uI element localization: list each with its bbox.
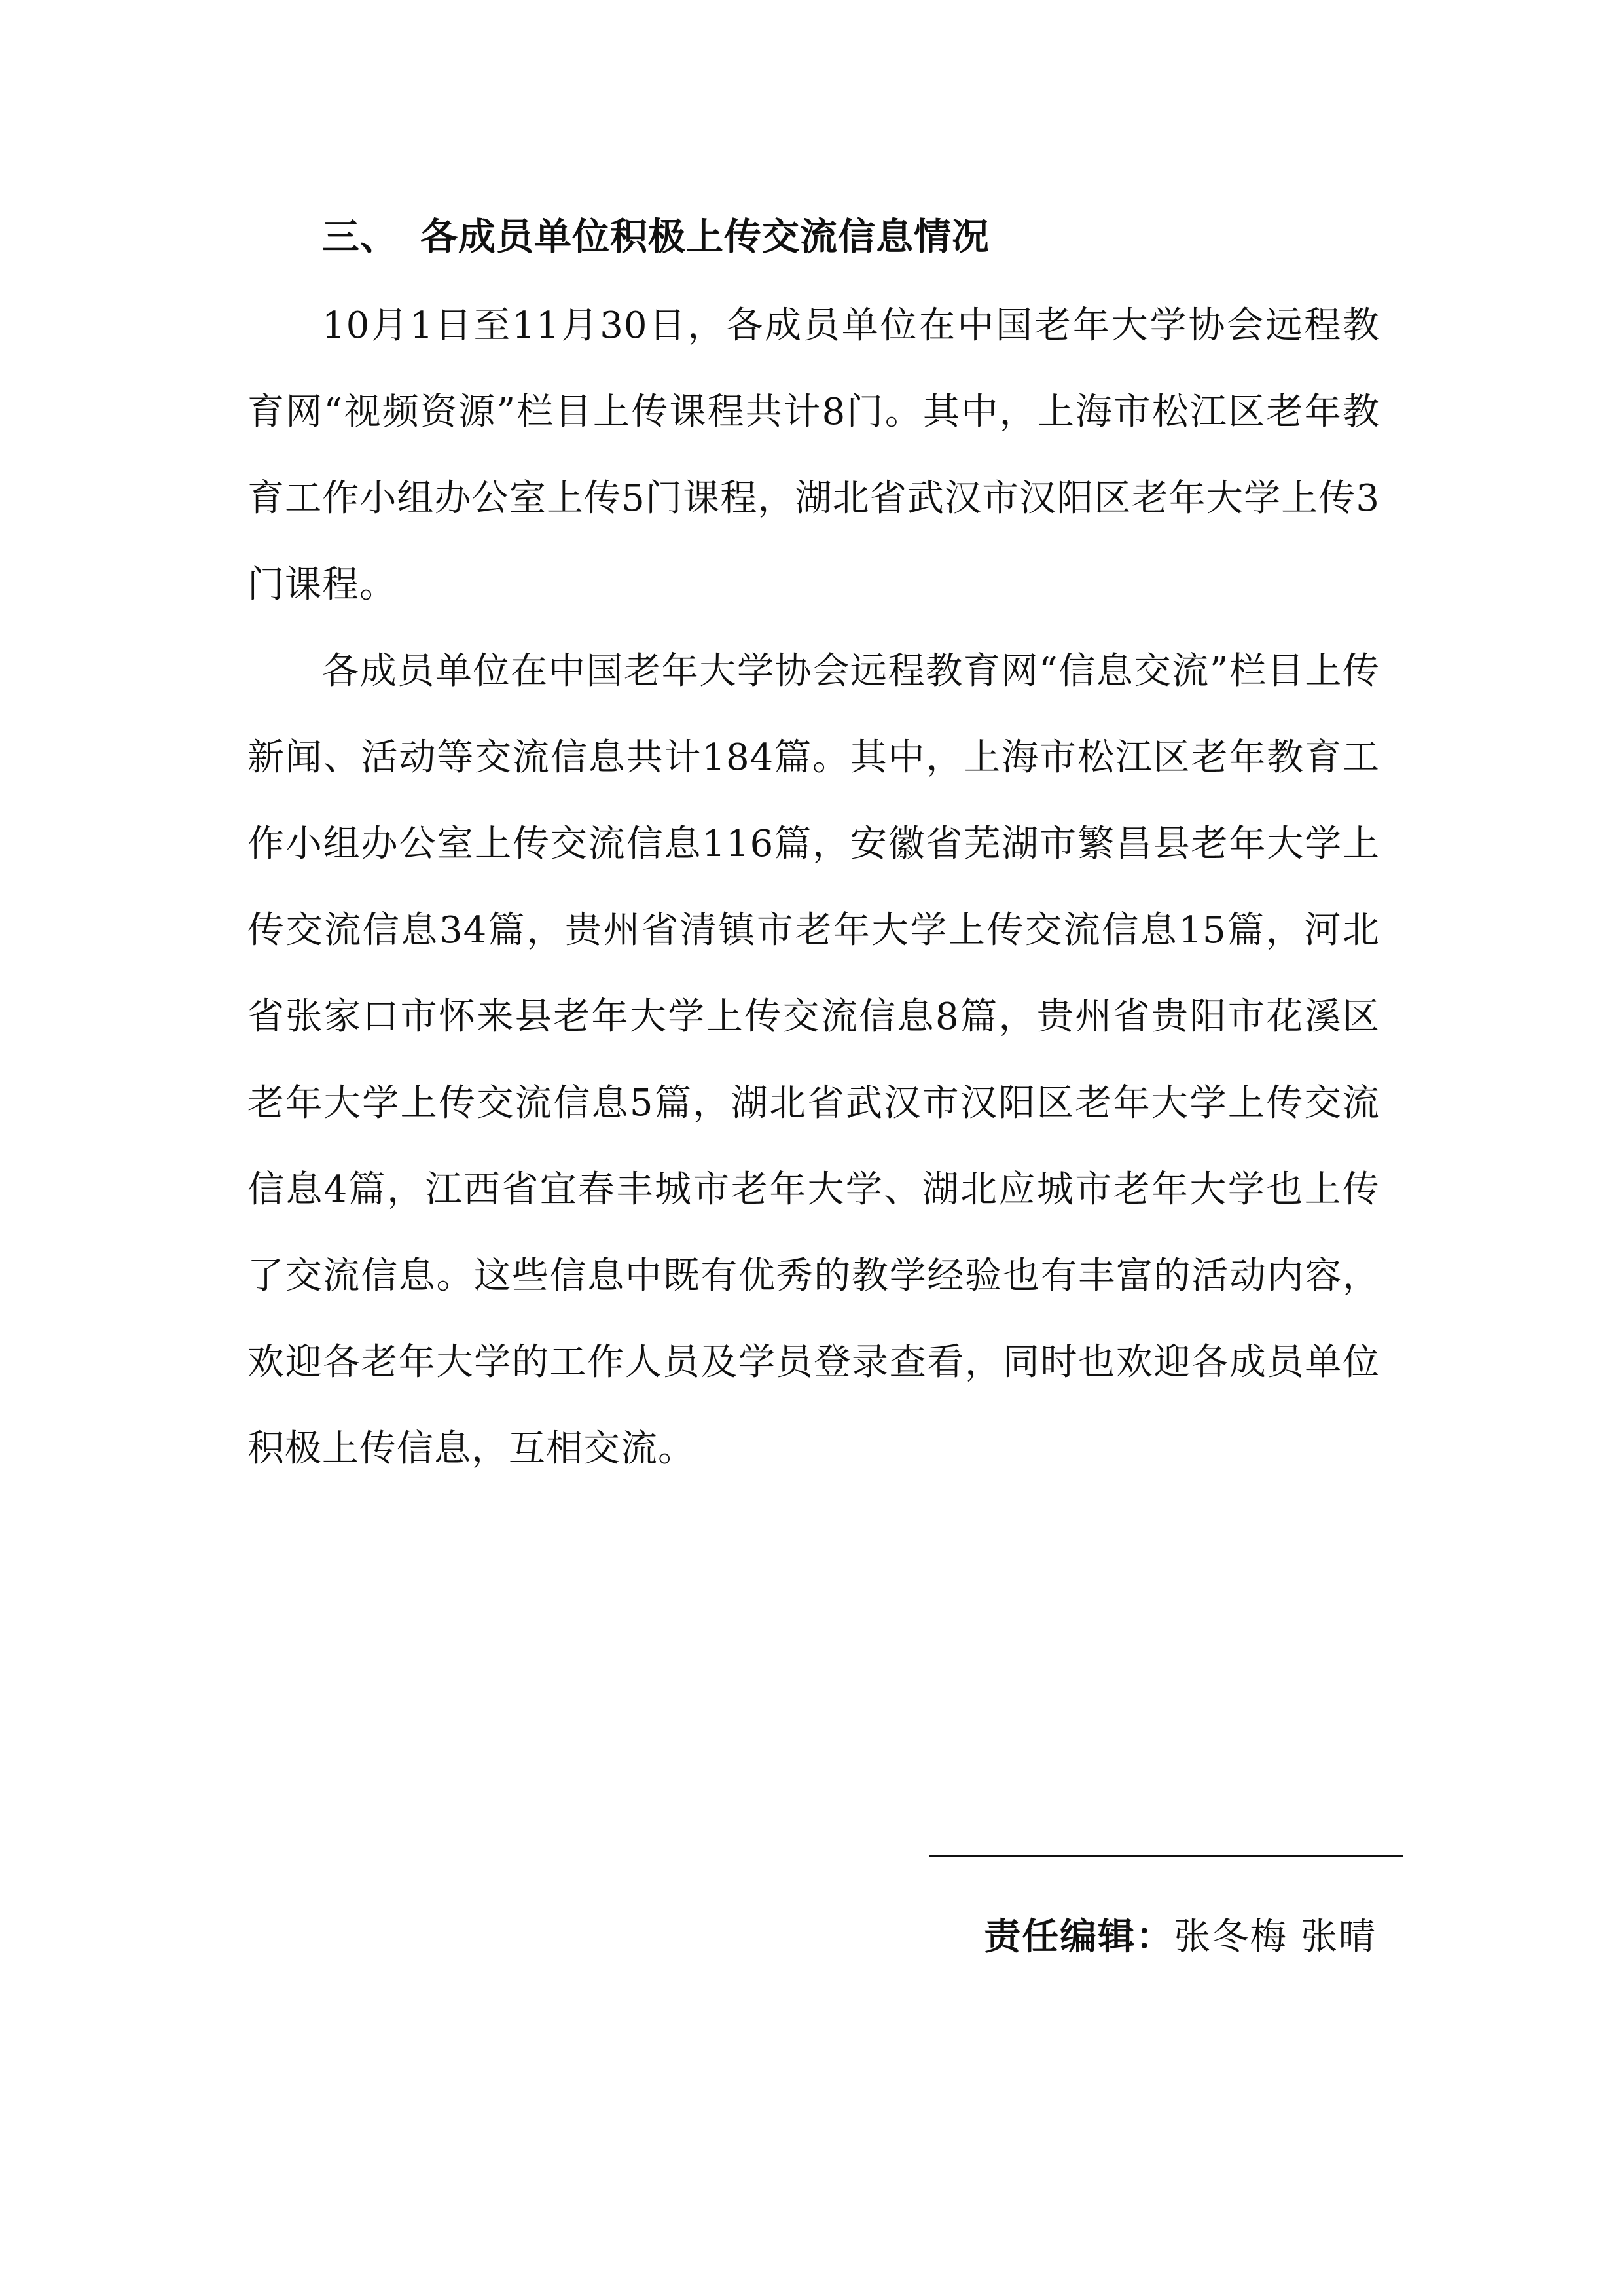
paragraph-video-resources: 10月1日至11月30日，各成员单位在中国老年大学协会远程教育网“视频资源”栏目上传课程共计8门。其中，上海市松江区老年教育工作小组办公室上传5门课程，湖北省武汉市汉阳区老年大学上传3门课程。 — [247, 304, 1380, 606]
section-title: 各成员单位积极上传交流信息情况 — [420, 215, 990, 259]
editor-names: 张冬梅 张晴 — [1174, 1916, 1377, 1958]
section-number: 三、 — [322, 215, 398, 259]
footer-divider — [929, 1855, 1403, 1857]
responsible-editor — [984, 1911, 1377, 1964]
editor-label: 责任编辑： — [984, 1916, 1174, 1958]
paragraph-info-exchange: 各成员单位在中国老年大学协会远程教育网“信息交流”栏目上传新闻、活动等交流信息共计184篇。其中，上海市松江区老年教育工作小组办公室上传交流信息116篇，安徽省芜湖市繁昌县老年大学上传交流信息34篇，贵州省清镇市老年大学上传交流信息15篇，河北省张家口市怀来县老年大学上传交流信息8篇，贵州省贵阳市花溪区老年大学上传交流信息5篇，湖北省武汉市汉阳区老年大学上传交流信息4篇，江西省宜春丰城市老年大学、湖北应城市老年大学也上传了交流信息。这些信息中既有优秀的教学经验也有丰富的活动内容，欢迎各老年大学的工作人员及学员登录查看，同时也欢迎各成员单位积极上传信息，互相交流。 — [247, 650, 1380, 1470]
section-heading — [322, 211, 990, 263]
